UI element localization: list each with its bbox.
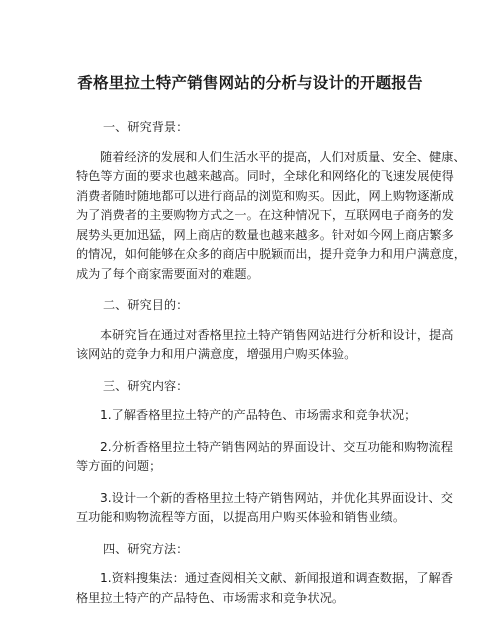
document-body <box>76 118 466 620</box>
list-item-line: 2.分析香格里拉土特产销售网站的界面设计、交互功能和购物流程 <box>100 439 453 454</box>
paragraph-line: 特色等方面的要求也越来越高。同时，全球化和网络化的飞速发展使得 <box>76 169 454 183</box>
section-heading-content: 三、研究内容： <box>103 378 189 393</box>
section-heading-background: 一、研究背景： <box>103 120 189 134</box>
paragraph-line: 本研究旨在通过对香格里拉土特产销售网站进行分析和设计，提高 <box>100 327 454 342</box>
list-item-line: 1.了解香格里拉土特产的产品特色、市场需求和竞争状况； <box>100 408 417 422</box>
purpose-paragraph <box>76 326 454 365</box>
paragraph-line: 为了消费者的主要购物方式之一。在这种情况下，互联网电子商务的发 <box>76 208 454 222</box>
content-item-3 <box>76 489 453 528</box>
paragraph-line: 成为了每个商家需要面对的难题。 <box>76 266 259 281</box>
section-heading-method: 四、研究方法： <box>103 541 189 556</box>
list-item-line: 互功能和购物流程等方面，以提高用户购买体验和销售业绩。 <box>76 510 406 524</box>
paragraph-line: 随着经济的发展和人们生活水平的提高，人们对质量、安全、健康、 <box>100 149 466 164</box>
content-item-2 <box>76 438 453 477</box>
list-item-line: 3.设计一个新的香格里拉土特产销售网站，并优化其界面设计、交 <box>100 490 453 505</box>
list-item-line: 等方面的问题； <box>76 459 162 473</box>
method-item-1 <box>76 569 453 608</box>
content-item-1 <box>76 406 446 426</box>
paragraph-line: 展势头更加迅猛，网上商店的数量也越来越多。针对如今网上商店繁多 <box>76 227 454 242</box>
list-item-line: 格里拉土特产的产品特色、市场需求和竞争状况。 <box>76 590 345 605</box>
document-title: 香格里拉土特产销售网站的分析与设计的开题报告 <box>77 74 423 92</box>
paragraph-line: 消费者随时随地都可以进行商品的浏览和购买。因此，网上购物逐渐成 <box>76 188 454 203</box>
paragraph-line: 的情况，如何能够在众多的商店中脱颖而出，提升竞争力和用户满意度， <box>76 247 466 261</box>
section-heading-purpose: 二、研究目的： <box>103 298 189 312</box>
list-item-line: 1.资料搜集法：通过查阅相关文献、新闻报道和调查数据，了解香 <box>100 571 453 585</box>
paragraph-line: 该网站的竞争力和用户满意度，增强用户购买体验。 <box>76 347 357 361</box>
background-paragraph <box>76 148 466 285</box>
